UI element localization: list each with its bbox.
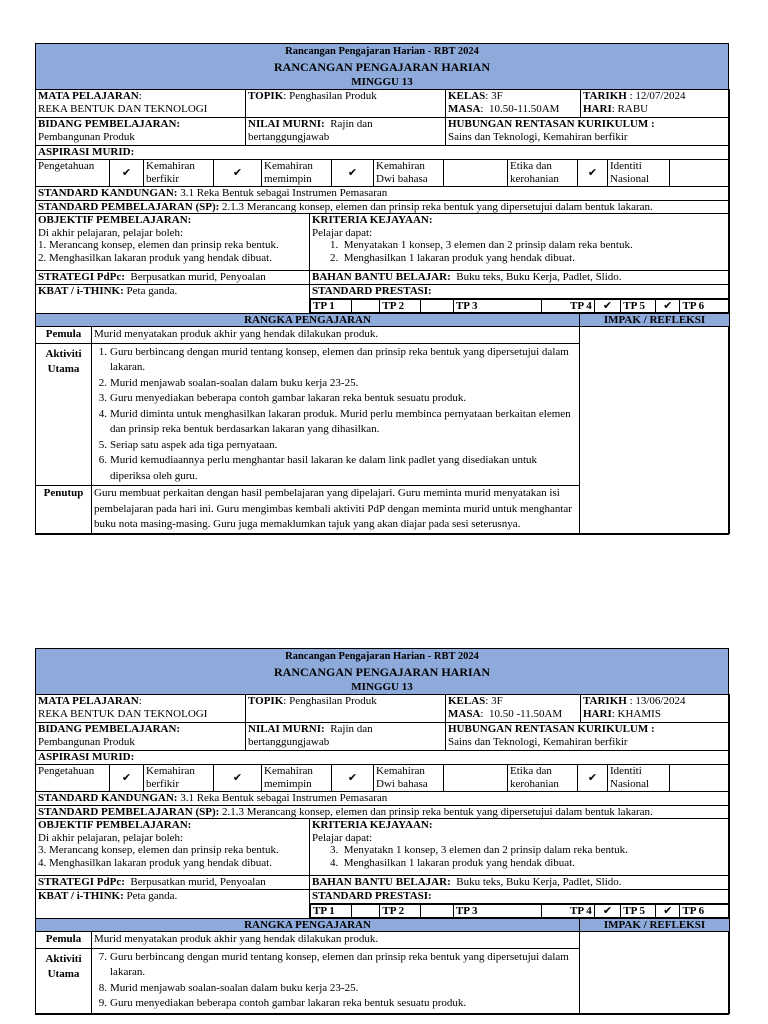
aspiration-item: Identiti Nasional: [608, 765, 670, 792]
materials-cell: [310, 876, 730, 890]
activity-text: Murid menjawab soalan-soalan dalam buku kerja 23-25.: [110, 981, 359, 994]
topic-cell: TOPIK: Penghasilan Produk: [246, 695, 446, 723]
check-icon: ✔: [332, 160, 374, 187]
field-label: BIDANG PEMBELAJARAN:: [38, 723, 181, 735]
activity-number: 2.: [98, 376, 107, 389]
crosscurricular-cell: [446, 723, 730, 751]
performance-label: STANDARD PRESTASI:: [310, 285, 730, 299]
tp-table: [310, 904, 730, 919]
check-icon: ✔: [214, 765, 262, 792]
kbat-cell: [36, 285, 310, 314]
kbat-value: Peta ganda.: [126, 285, 178, 297]
tp-level: TP 2: [380, 904, 421, 918]
kbat-cell: [36, 890, 310, 919]
activity-number: 6.: [98, 454, 107, 466]
objectives-intro: Di akhir pelajaran, pelajar boleh:: [38, 226, 184, 239]
rph-document-2: [35, 648, 729, 1015]
tp-table: [310, 299, 730, 314]
starter-label: Pemula: [36, 931, 92, 948]
check-icon: ✔: [110, 160, 144, 187]
tp-level: TP 6: [680, 299, 729, 313]
aspiration-item: Etika dan kerohanian: [508, 765, 578, 792]
tp-check: [421, 299, 454, 313]
performance-levels: [310, 298, 730, 313]
field-label: BIDANG PEMBELAJARAN:: [38, 118, 181, 130]
values-cell: [246, 118, 446, 146]
objectives-label: OBJEKTIF PEMBELAJARAN:: [38, 214, 192, 226]
subject-value: REKA BENTUK DAN TEKNOLOGI: [38, 102, 208, 115]
class-cell: KELAS: 3F MASA: 10.50-11.50AM: [446, 90, 581, 118]
aspiration-row: [36, 160, 730, 187]
tp-level: TP 5: [621, 904, 656, 918]
activity-item: [94, 438, 577, 454]
strategy-value: Berpusatkan murid, Penyoalan: [130, 271, 266, 283]
field-value: Pembangunan Produk: [38, 735, 135, 748]
strategy-cell: [36, 271, 310, 285]
header-week: MINGGU 13: [351, 681, 413, 693]
subject-value: REKA BENTUK DAN TEKNOLOGI: [38, 707, 208, 720]
tp-check: [351, 904, 380, 918]
values-value: Rajin dan bertanggungjawab: [248, 118, 373, 143]
criteria-item: Menyatakn 1 konsep, 3 elemen dan 2 prinsip dalam reka bentuk.: [343, 844, 628, 856]
activity-number: 9.: [98, 997, 107, 1009]
check-icon: ✔: [110, 765, 144, 792]
content-standard: [36, 187, 730, 201]
class-value: 3F: [491, 695, 503, 707]
activity-item: [94, 453, 577, 484]
closure-value: Guru membuat perkaitan dengan hasil pembelajaran yang dipelajari. Guru meminta murid menyatakan isi pembelajaran pada hari ini. Guru mengimbas kembali aktiviti PdP dengan meminta murid untuk menghantar buku nota masing-masing. Guru juga memaklumkan tajuk yang akan diajar pada sesi seterusnya.: [92, 486, 580, 534]
learning-standard-value: 2.1.3 Merancang konsep, elemen dan prinsip reka bentuk yang dipersetujui dalam bentuk lakaran.: [222, 805, 653, 818]
activity-items: [94, 950, 577, 1012]
objectives-label: OBJEKTIF PEMBELAJARAN:: [38, 819, 192, 831]
activity-text: Murid diminta untuk menghasilkan lakaran produk. Murid perlu membinca pernyataan berkaitan elemen dan prinsip reka bentuk berdasarkan lakaran yang dihasilkan.: [110, 407, 571, 435]
closure-label: Penutup: [36, 486, 92, 534]
date-label: TARIKH: [583, 695, 627, 707]
header-title: Rancangan Pengajaran Harian - RBT 2024: [285, 46, 479, 57]
materials-label: BAHAN BANTU BELAJAR:: [312, 271, 451, 283]
activity-number: 5.: [98, 438, 107, 451]
document-header: [36, 44, 728, 90]
aspiration-label: ASPIRASI MURID:: [36, 751, 730, 765]
main-activity-label: Aktiviti Utama: [36, 343, 92, 486]
starter-value: Murid menyatakan produk akhir yang hendak dilakukan produk.: [92, 931, 580, 948]
info-table: [35, 694, 730, 751]
check-icon: ✔: [214, 160, 262, 187]
learning-standard-value: 2.1.3 Merancang konsep, elemen dan prinsip reka bentuk yang dipersetujui dalam bentuk lakaran.: [222, 200, 653, 213]
values-value: Rajin dan bertanggungjawab: [248, 723, 373, 748]
standards-table: [35, 791, 730, 919]
class-label: KELAS: [448, 695, 486, 707]
criteria-intro: Pelajar dapat:: [312, 226, 373, 239]
aspiration-table: [35, 750, 730, 792]
day-value: KHAMIS: [617, 707, 661, 720]
aspiration-table: [35, 145, 730, 187]
activity-number: 7.: [98, 950, 107, 963]
reflection-cell: [580, 326, 730, 533]
criteria-number: 2.: [330, 251, 339, 264]
materials-value: Buku teks, Buku Kerja, Padlet, Slido.: [456, 271, 622, 283]
document-header: [36, 649, 728, 695]
time-label: MASA: [448, 707, 481, 720]
activity-text: Guru berbincang dengan murid tentang konsep, elemen dan prinsip reka bentuk yang dipersetujui dalam lakaran.: [110, 345, 569, 373]
check-icon: ✔: [578, 160, 608, 187]
objectives-cell: [36, 819, 310, 876]
activity-number: 1.: [98, 345, 107, 358]
learning-standard: [36, 805, 730, 819]
tp-check: [421, 904, 454, 918]
kbat-value: Peta ganda.: [126, 890, 178, 902]
check-icon: ✔: [655, 299, 679, 313]
check-icon: [670, 160, 730, 187]
main-activity-list: [92, 343, 580, 486]
objective-item: 4. Menghasilkan lakaran produk yang hendak dibuat.: [38, 856, 272, 869]
tp-level: TP 1: [311, 299, 352, 313]
criteria-item: Menghasilkan 1 lakaran produk yang hendak dibuat.: [343, 856, 575, 869]
activity-items: [94, 345, 577, 485]
objective-item: 2. Menghasilkan lakaran produk yang hendak dibuat.: [38, 251, 272, 264]
kbat-label: KBAT / i-THINK:: [38, 285, 124, 297]
activity-text: Murid menjawab soalan-soalan dalam buku kerja 23-25.: [110, 376, 359, 389]
class-cell: KELAS: 3F MASA: 10.50 -11.50AM: [446, 695, 581, 723]
learning-standard-label: STANDARD PEMBELAJARAN (SP):: [38, 805, 220, 818]
aspiration-item: Pengetahuan: [36, 765, 110, 792]
values-cell: [246, 723, 446, 751]
reflection-cell: [580, 931, 730, 1013]
date-value: 12/07/2024: [635, 90, 686, 102]
check-icon: ✔: [594, 904, 621, 918]
aspiration-item: Kemahiran berfikir: [144, 160, 214, 187]
lesson-outline-label: RANGKA PENGAJARAN: [36, 918, 580, 931]
lesson-table: [35, 313, 730, 534]
info-table: [35, 89, 730, 146]
activity-number: 3.: [98, 392, 107, 404]
check-icon: [444, 160, 508, 187]
criteria-item: Menghasilkan 1 lakaran produk yang hendak dibuat.: [343, 251, 575, 264]
topic-value: Penghasilan Produk: [289, 695, 377, 707]
time-value: 10.50-11.50AM: [488, 102, 560, 115]
aspiration-item: Identiti Nasional: [608, 160, 670, 187]
header-week: MINGGU 13: [351, 76, 413, 88]
activity-item: [94, 345, 577, 376]
values-label: NILAI MURNI:: [248, 723, 325, 735]
activity-item: [94, 391, 577, 407]
activity-item: [94, 950, 577, 981]
topic-label: TOPIK: [248, 695, 284, 707]
lesson-outline-label: RANGKA PENGAJARAN: [36, 313, 580, 326]
criteria-number: 3.: [330, 844, 339, 856]
crosscurricular-value: Sains dan Teknologi, Kemahiran berfikir: [448, 130, 628, 143]
main-activity-label: Aktiviti Utama: [36, 948, 92, 1013]
objective-item: 3. Merancang konsep, elemen dan prinsip reka bentuk.: [38, 844, 279, 856]
date-value: 13/06/2024: [635, 695, 686, 707]
activity-number: 4.: [98, 407, 107, 420]
aspiration-row: [36, 765, 730, 792]
aspiration-label: ASPIRASI MURID:: [36, 146, 730, 160]
content-standard-value: 3.1 Reka Bentuk sebagai Instrumen Pemasaran: [180, 792, 388, 804]
aspiration-item: Kemahiran memimpin: [262, 765, 332, 792]
check-icon: ✔: [594, 299, 621, 313]
check-icon: [670, 765, 730, 792]
day-label: HARI: [583, 707, 612, 720]
aspiration-item: Kemahiran berfikir: [144, 765, 214, 792]
performance-levels: [310, 903, 730, 918]
aspiration-item: Pengetahuan: [36, 160, 110, 187]
header-subtitle: RANCANGAN PENGAJARAN HARIAN: [274, 60, 490, 74]
activity-item: [94, 981, 577, 997]
objective-item: 1. Merancang konsep, elemen dan prinsip reka bentuk.: [38, 239, 279, 251]
criteria-number: 1.: [330, 239, 339, 251]
strategy-value: Berpusatkan murid, Penyoalan: [130, 876, 266, 888]
subject-label: MATA PELAJARAN: [38, 90, 139, 102]
materials-cell: [310, 271, 730, 285]
subject-cell: MATA PELAJARAN: REKA BENTUK DAN TEKNOLOGI: [36, 90, 246, 118]
criteria-cell: [310, 214, 730, 271]
day-value: RABU: [617, 102, 649, 115]
materials-value: Buku teks, Buku Kerja, Padlet, Slido.: [456, 876, 622, 888]
strategy-label: STRATEGI PdPc:: [38, 876, 125, 888]
topic-value: Penghasilan Produk: [289, 90, 377, 102]
learning-standard-label: STANDARD PEMBELAJARAN (SP):: [38, 200, 220, 213]
field-cell: [36, 723, 246, 751]
tp-level: TP 4: [541, 904, 594, 918]
criteria-label: KRITERIA KEJAYAAN:: [312, 214, 433, 226]
check-icon: ✔: [655, 904, 679, 918]
check-icon: ✔: [578, 765, 608, 792]
starter-value: Murid menyatakan produk akhir yang hendak dilakukan produk.: [92, 326, 580, 343]
activity-item: [94, 407, 577, 438]
check-icon: ✔: [332, 765, 374, 792]
tp-level: TP 6: [680, 904, 729, 918]
topic-cell: TOPIK: Penghasilan Produk: [246, 90, 446, 118]
kbat-label: KBAT / i-THINK:: [38, 890, 124, 902]
content-standard-value: 3.1 Reka Bentuk sebagai Instrumen Pemasaran: [180, 187, 388, 199]
check-icon: [444, 765, 508, 792]
date-label: TARIKH: [583, 90, 627, 102]
objectives-intro: Di akhir pelajaran, pelajar boleh:: [38, 831, 184, 844]
class-value: 3F: [491, 90, 503, 102]
class-label: KELAS: [448, 90, 486, 102]
performance-label: STANDARD PRESTASI:: [310, 890, 730, 904]
tp-level: TP 3: [453, 904, 541, 918]
starter-label: Pemula: [36, 326, 92, 343]
subject-cell: MATA PELAJARAN: REKA BENTUK DAN TEKNOLOGI: [36, 695, 246, 723]
standards-table: [35, 186, 730, 314]
date-cell: TARIKH : 13/06/2024 HARI: KHAMIS: [581, 695, 730, 723]
crosscurricular-label: HUBUNGAN RENTASAN KURIKULUM :: [448, 723, 655, 735]
activity-text: Guru menyediakan beberapa contoh gambar lakaran reka bentuk sesuatu produk.: [110, 997, 467, 1009]
lesson-table: [35, 918, 730, 1014]
tp-level: TP 1: [311, 904, 352, 918]
strategy-label: STRATEGI PdPc:: [38, 271, 125, 283]
aspiration-item: Etika dan kerohanian: [508, 160, 578, 187]
crosscurricular-cell: [446, 118, 730, 146]
field-cell: [36, 118, 246, 146]
criteria-intro: Pelajar dapat:: [312, 831, 373, 844]
rph-document-1: [35, 43, 729, 535]
activity-item: [94, 376, 577, 392]
reflection-label: IMPAK / REFLEKSI: [580, 918, 730, 931]
time-value: 10.50 -11.50AM: [488, 707, 563, 720]
activity-item: [94, 996, 577, 1012]
activity-text: Murid kemudiaannya perlu menghantar hasil lakaran ke dalam link padlet yang disediakan untuk diperiksa oleh guru.: [110, 454, 538, 482]
values-label: NILAI MURNI:: [248, 118, 325, 130]
reflection-label: IMPAK / REFLEKSI: [580, 313, 730, 326]
activity-text: Guru berbincang dengan murid tentang konsep, elemen dan prinsip reka bentuk yang dipersetujui dalam lakaran.: [110, 950, 569, 978]
content-standard: [36, 792, 730, 806]
aspiration-item: Kemahiran Dwi bahasa: [374, 765, 444, 792]
aspiration-item: Kemahiran Dwi bahasa: [374, 160, 444, 187]
criteria-label: KRITERIA KEJAYAAN:: [312, 819, 433, 831]
tp-level: TP 5: [621, 299, 656, 313]
main-activity-list: [92, 948, 580, 1013]
content-standard-label: STANDARD KANDUNGAN:: [38, 187, 178, 199]
day-label: HARI: [583, 102, 612, 115]
learning-standard: [36, 200, 730, 214]
date-cell: TARIKH : 12/07/2024 HARI: RABU: [581, 90, 730, 118]
tp-level: TP 4: [541, 299, 594, 313]
subject-label: MATA PELAJARAN: [38, 695, 139, 707]
time-label: MASA: [448, 102, 481, 115]
aspiration-item: Kemahiran memimpin: [262, 160, 332, 187]
crosscurricular-label: HUBUNGAN RENTASAN KURIKULUM :: [448, 118, 655, 130]
activity-text: Seriap satu aspek ada tiga pernyataan.: [110, 438, 278, 451]
criteria-cell: [310, 819, 730, 876]
materials-label: BAHAN BANTU BELAJAR:: [312, 876, 451, 888]
objectives-cell: [36, 214, 310, 271]
activity-text: Guru menyediakan beberapa contoh gambar lakaran reka bentuk sesuatu produk.: [110, 392, 467, 404]
criteria-item: Menyatakan 1 konsep, 3 elemen dan 2 prinsip dalam reka bentuk.: [343, 239, 633, 251]
strategy-cell: [36, 876, 310, 890]
header-subtitle: RANCANGAN PENGAJARAN HARIAN: [274, 665, 490, 679]
topic-label: TOPIK: [248, 90, 284, 102]
tp-check: [351, 299, 380, 313]
crosscurricular-value: Sains dan Teknologi, Kemahiran berfikir: [448, 735, 628, 748]
tp-level: TP 3: [453, 299, 541, 313]
field-value: Pembangunan Produk: [38, 130, 135, 143]
tp-level: TP 2: [380, 299, 421, 313]
criteria-number: 4.: [330, 856, 339, 869]
header-title: Rancangan Pengajaran Harian - RBT 2024: [285, 651, 479, 662]
activity-number: 8.: [98, 981, 107, 994]
content-standard-label: STANDARD KANDUNGAN:: [38, 792, 178, 804]
